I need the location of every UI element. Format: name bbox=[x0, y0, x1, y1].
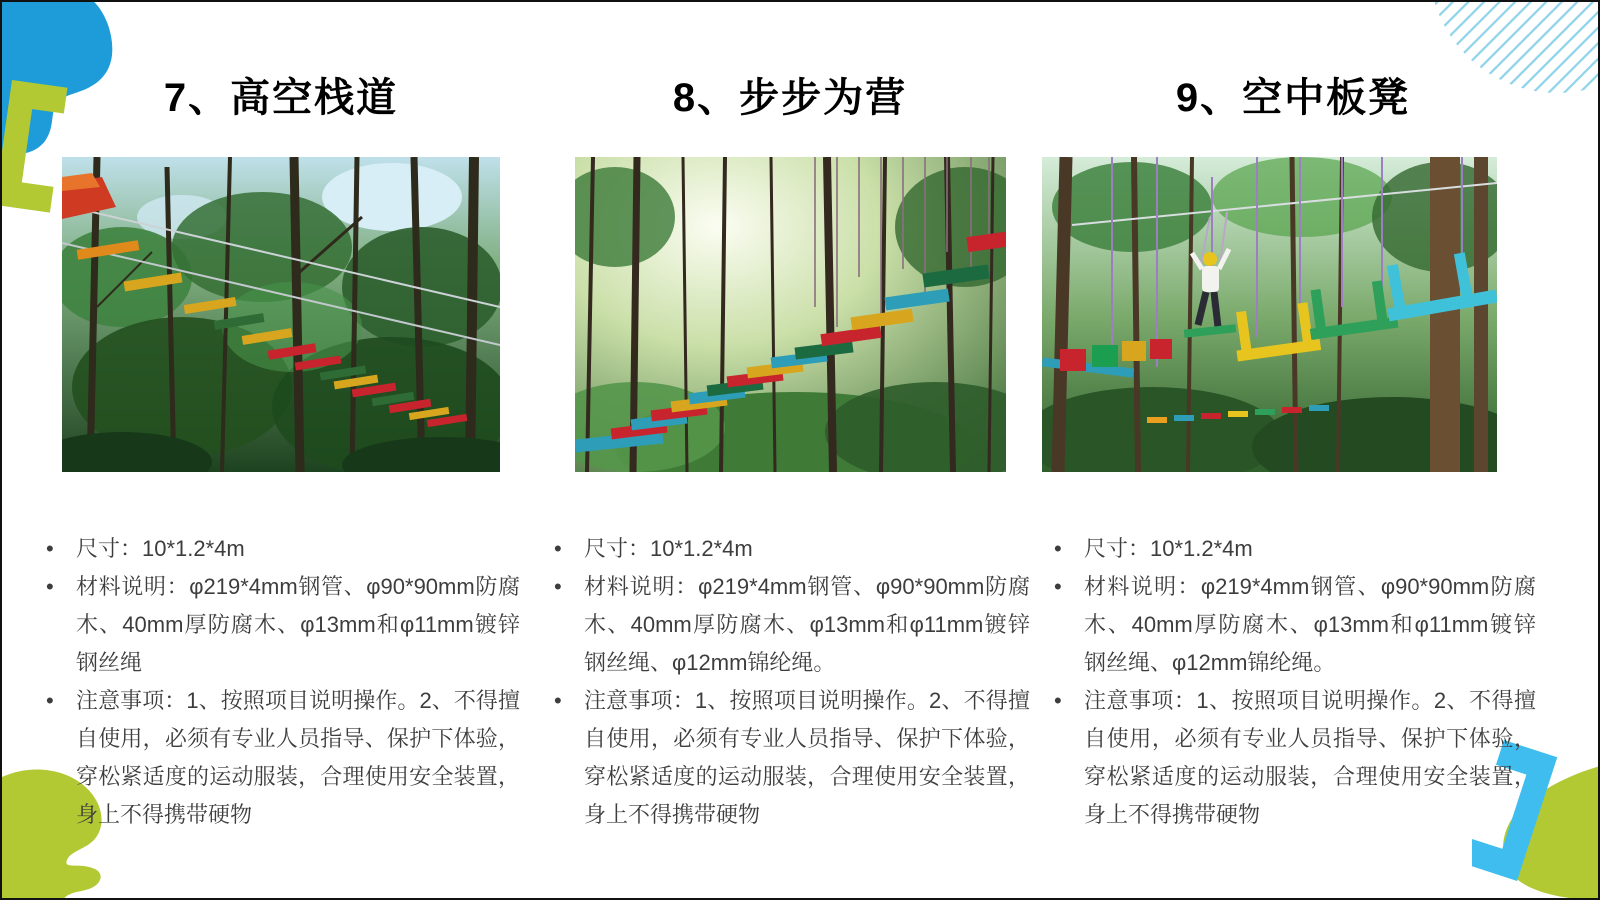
section-aerial-bench bbox=[1050, 2, 1536, 834]
bullet-item: • 注意事项：1、按照项目说明操作。2、不得擅自使用，必须有专业人员指导、保护下体验，穿松紧适度的运动服装，合理使用安全装置，身上不得携带硬物 bbox=[550, 682, 1030, 834]
bullet-item: • 尺寸：10*1.2*4m bbox=[42, 530, 520, 568]
section-step-by-step bbox=[550, 2, 1030, 834]
section-title: 8、步步为营 bbox=[672, 76, 908, 120]
bullet-item: • 尺寸：10*1.2*4m bbox=[1050, 530, 1536, 568]
photo-aerial-bench bbox=[1042, 157, 1497, 472]
bullet-list bbox=[1050, 530, 1536, 834]
bullet-item: • 尺寸：10*1.2*4m bbox=[550, 530, 1030, 568]
bullet-item: • 材料说明：φ219*4mm钢管、φ90*90mm防腐木、40mm厚防腐木、φ13mm和φ11mm镀锌钢丝绳、φ12mm锦纶绳。 bbox=[1050, 568, 1536, 682]
section-title: 9、空中板凳 bbox=[1175, 76, 1411, 120]
photo-step-by-step bbox=[575, 157, 1006, 472]
photo-plank-road bbox=[62, 157, 500, 472]
bullet-item: • 注意事项：1、按照项目说明操作。2、不得擅自使用，必须有专业人员指导、保护下体验，穿松紧适度的运动服装，合理使用安全装置，身上不得携带硬物 bbox=[1050, 682, 1536, 834]
bullet-item: • 材料说明：φ219*4mm钢管、φ90*90mm防腐木、40mm厚防腐木、φ13mm和φ11mm镀锌钢丝绳 bbox=[42, 568, 520, 682]
section-title: 7、高空栈道 bbox=[163, 76, 399, 120]
bullet-item: • 材料说明：φ219*4mm钢管、φ90*90mm防腐木、40mm厚防腐木、φ13mm和φ11mm镀锌钢丝绳、φ12mm锦纶绳。 bbox=[550, 568, 1030, 682]
bullet-list bbox=[550, 530, 1030, 834]
bullet-item: • 注意事项：1、按照项目说明操作。2、不得擅自使用，必须有专业人员指导、保护下体验，穿松紧适度的运动服装，合理使用安全装置，身上不得携带硬物 bbox=[42, 682, 520, 834]
section-plank-road bbox=[42, 2, 520, 834]
bullet-list bbox=[42, 530, 520, 834]
